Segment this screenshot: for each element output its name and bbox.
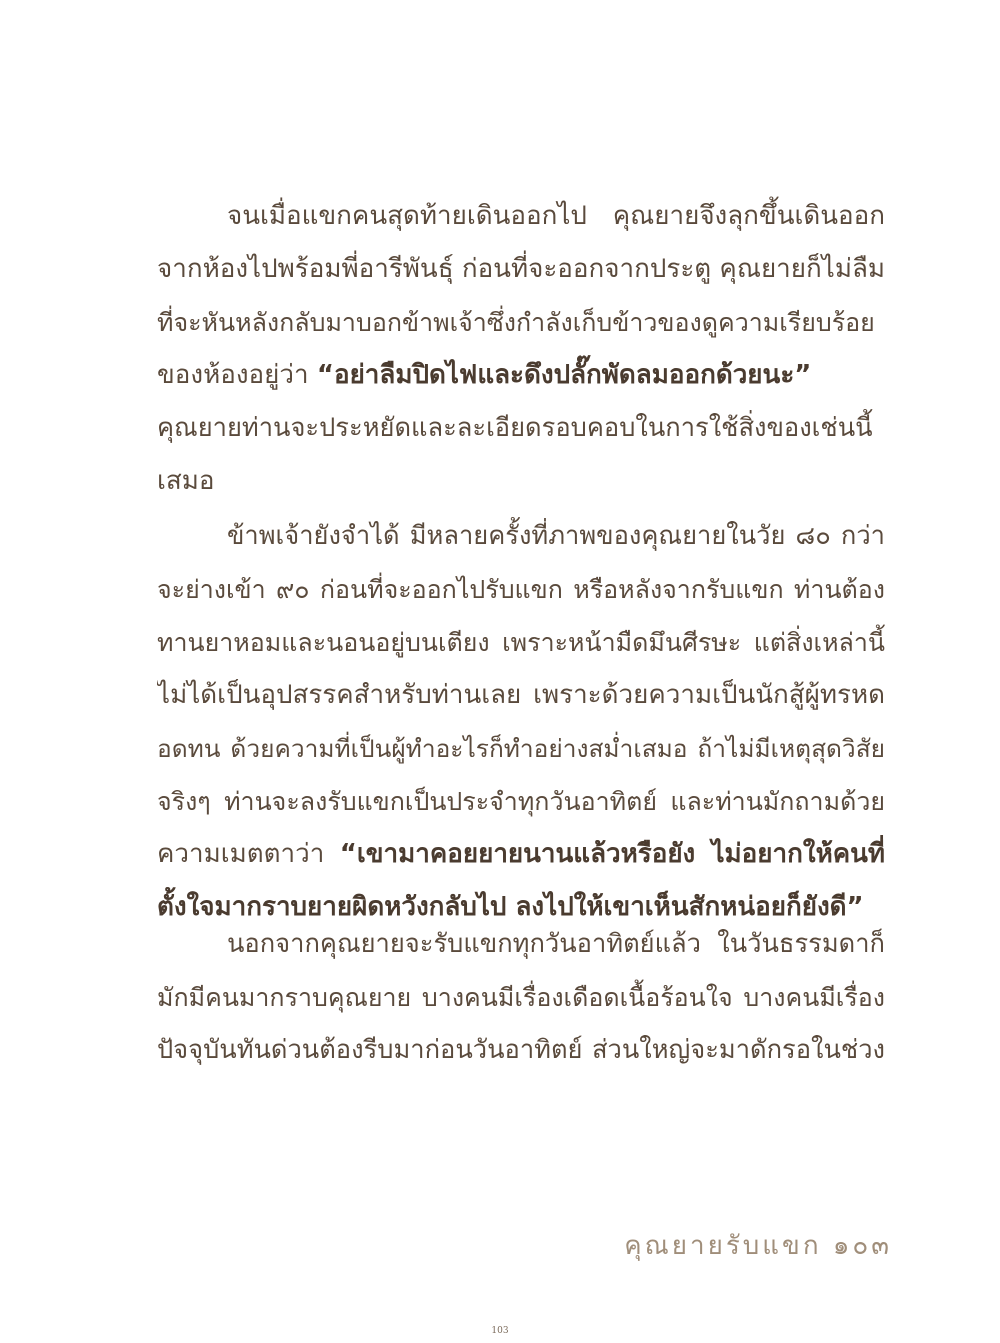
text-line [157,455,885,508]
text-run: เสมอ [157,466,215,496]
text-run: ของห้องอยู่ว่า [157,360,317,390]
quote-text: “อย่าลืมปิดไฟและดึงปลั๊กพัดลมออกด้วยนะ” [316,360,812,390]
text-run: จนเมื่อแขกคนสุดท้ายเดินออกไป คุณยายจึงลุกขึ้นเดินออก [227,201,885,231]
text-line [157,563,885,616]
text-run: ข้าพเจ้ายังจำได้ มีหลายครั้งที่ภาพของคุณยายในวัย ๘๐ กว่า [227,521,885,551]
text-line [157,190,885,243]
text-line [157,349,885,402]
text-line [157,722,885,775]
text-line [157,775,885,828]
text-line [157,1024,885,1077]
text-line [157,243,885,296]
paragraph-2 [157,510,885,934]
text-run: จากห้องไปพร้อมพี่อารีพันธุ์ ก่อนที่จะออกจากประตู คุณยายก็ไม่ลืม [157,254,885,284]
paragraph-3 [157,918,885,1077]
text-run: ไม่ได้เป็นอุปสรรคสำหรับท่านเลย เพราะด้วยความเป็นนักสู้ผู้ทรหด [157,680,885,710]
page-number: 103 [491,1326,509,1336]
text-line [157,402,885,455]
text-run: จริงๆ ท่านจะลงรับแขกเป็นประจำทุกวันอาทิตย์ และท่านมักถามด้วย [157,787,885,816]
text-line [157,828,885,881]
text-run: คุณยายท่านจะประหยัดและละเอียดรอบคอบในการใช้สิ่งของเช่นนี้ [157,413,873,443]
text-run: อดทน ด้วยความที่เป็นผู้ทำอะไรก็ทำอย่างสม่ำเสมอ ถ้าไม่มีเหตุสุดวิสัย [157,734,885,763]
quote-text: ตั้งใจมากราบยายผิดหวังกลับไป ลงไปให้เขาเห็นสักหน่อยก็ยังดี” [157,892,864,922]
text-line [157,669,885,722]
text-line [157,918,885,971]
text-run: นอกจากคุณยายจะรับแขกทุกวันอาทิตย์แล้ว ในวันธรรมดาก็ [227,929,885,959]
quote-text: “เขามาคอยยายนานแล้วหรือยัง ไม่อยากให้คนที่ [339,839,885,869]
text-run: จะย่างเข้า ๙๐ ก่อนที่จะออกไปรับแขก หรือหลังจากรับแขก ท่านต้อง [157,575,885,604]
text-line [157,510,885,563]
text-line [157,971,885,1024]
text-run: ทานยาหอมและนอนอยู่บนเตียง เพราะหน้ามืดมึนศีรษะ แต่สิ่งเหล่านี้ [157,628,885,657]
text-run: มักมีคนมากราบคุณยาย บางคนมีเรื่องเดือดเนื้อร้อนใจ บางคนมีเรื่อง [157,983,885,1012]
text-line [157,296,885,349]
running-footer: คุณยายรับแขก ๑๐๓ [624,1231,892,1261]
text-line [157,616,885,669]
paragraph-1 [157,190,885,508]
text-run: ปัจจุบันทันด่วนต้องรีบมาก่อนวันอาทิตย์ ส่วนใหญ่จะมาดักรอในช่วง [157,1035,885,1065]
text-run: ความเมตตาว่า [157,839,340,869]
text-run: ที่จะหันหลังกลับมาบอกข้าพเจ้าซึ่งกำลังเก็บข้าวของดูความเรียบร้อย [157,308,875,337]
